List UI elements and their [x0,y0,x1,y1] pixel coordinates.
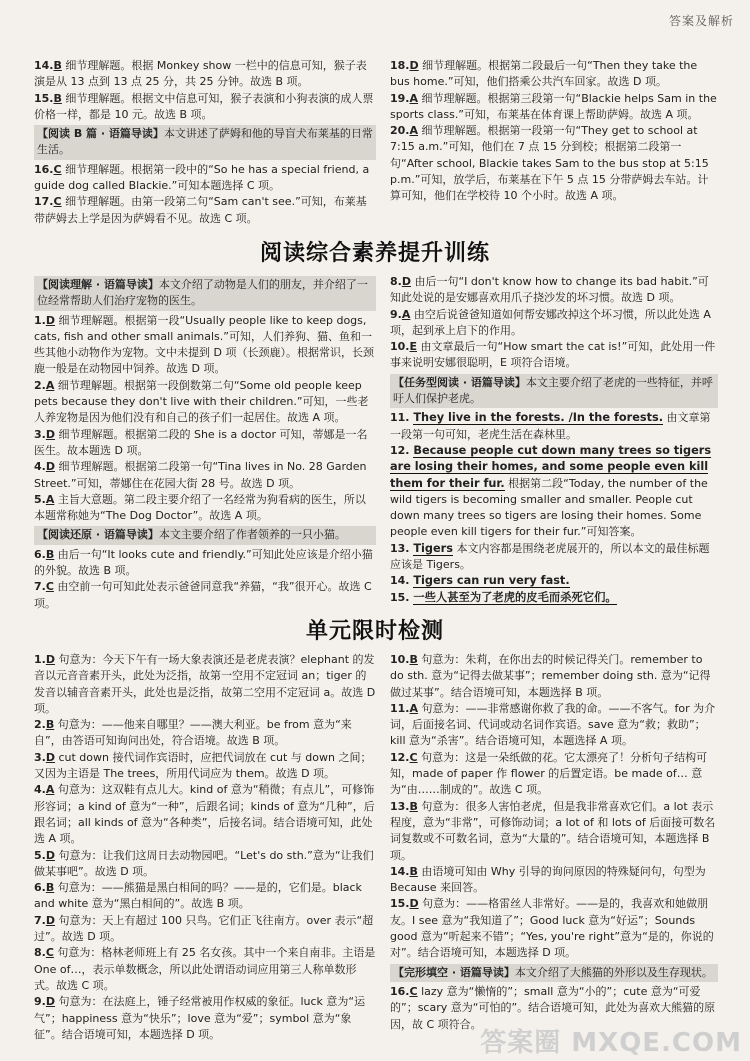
section3-left [34,652,376,1043]
list-item: 15. 一些人甚至为了老虎的皮毛而杀死它们。 [390,590,617,604]
list-item: 3.D cut down 接代词作宾语时，应把代词放在 cut 与 down 之间；又因为主语是 The trees，所用代词应为 them。故选 D 项。 [34,750,372,781]
list-item: 4.A 句意为：这双鞋有点儿大。kind of 意为“稍微；有点儿”，可修饰形容词；a kind of 意为“一种”，后跟名词；kinds of 意为“几种”，后跟名词；all kinds of 意为“各种类”，后接名词。结合语境可知，此处选 A 项。 [34,783,375,846]
passage-guide: 【任务型阅读 · 语篇导读】本文主要介绍了老虎的一些特征，并呼吁人们保护老虎。 [390,374,718,409]
list-item: 8.D 由后一句“I don't know how to change its bad habit.”可知此处说的是安娜喜欢用爪子挠沙发的坏习惯。故选 D 项。 [390,275,709,305]
section3-right [390,652,718,1033]
list-item: 13.B 句意为：很多人害怕老虎，但是我非常喜欢它们。a lot 表示程度，意为“非常”，可修饰动词；a lot of 和 lots of 后面接可数名词复数或不可数名词，意为“大量的”。结合语境可知，本题选择 B 项。 [390,799,716,862]
list-item: 14. Tigers can run very fast. [390,574,570,588]
section1-right [390,58,718,205]
list-item: 12. Because people cut down many trees so tigers are losing their homes, and some people even kill them for their fur. 根据第二段“Today, the number of the wild tigers is becoming smaller and smaller. People cut down many trees so tigers are losing their homes. Some people even kill tigers for their fur.”可知答案。 [390,443,712,539]
section2-right [390,274,718,606]
list-item: 7.C 由空前一句可知此处表示爸爸同意我“养猫，“我”很开心。故选 C 项。 [34,580,372,610]
list-item: 10.E 由文章最后一句“How smart the cat is!”可知，此处用一件事来说明安娜很聪明，E 项符合语境。 [390,340,716,370]
list-item: 19.A 细节理解题。根据第三段第一句“Blackie helps Sam in the sports class.”可知，布莱基在体育课上帮助萨姆。故选 A 项。 [390,91,717,121]
list-item: 1.D 细节理解题。根据第一段“Usually people like to keep dogs, cats, fish and other small animals.”可知，人们养狗、猫、鱼和一些其他小动物作为宠物。文中未提到 D 项（长颈鹿）。根据常识，长颈鹿一般是在动物园中饲养。故选 D 项。 [34,313,374,376]
list-item: 6.B 由后一句“It looks cute and friendly.”可知此处应该是介绍小猫的外貌。故选 B 项。 [34,547,373,578]
list-item: 12.C 句意为：这是一朵纸做的花。它太漂亮了！分析句子结构可知，made of paper 作 flower 的后置定语。be made of… 意为“由……制成的”。故选 C 项。 [390,750,708,797]
list-item: 9.D 句意为：在法庭上，锤子经常被用作权威的象征。luck 意为“运气”；happiness 意为“快乐”；love 意为“爱”；symbol 意为“象征”。结合语境可知，本题选择 D 项。 [34,995,366,1041]
list-item: 15.D 句意为：——格雷丝人非常好。——是的，我喜欢和她做朋友。I see 意为“我知道了”；Good luck 意为“好运”；Sounds good 意为“听起来不错”；“Yes, you're right”意为“是的，你说的对”。结合语境可知，本题选择 D 项。 [390,897,714,960]
section2-left [34,274,376,612]
list-item: 16.C lazy 意为“懒惰的”；small 意为“小的”；cute 意为“可爱的”；scary 意为“可怕的”。结合语境可知，此处为喜欢大熊猫的原因，故 C 项符合。 [390,984,716,1031]
passage-guide: 【完形填空 · 语篇导读】本文介绍了大熊猫的外形以及生存现状。 [390,964,718,982]
list-item: 5.A 主旨大意题。第二段主要介绍了一名经常为狗看病的医生，所以本题常称她为“The Dog Doctor”。故选 A 项。 [34,492,366,523]
section-title: 阅读综合素养提升训练 [259,241,490,266]
list-item: 18.D 细节理解题。根据第二段最后一句“Then they take the bus home.”可知，他们搭乘公共汽车回家。故选 D 项。 [390,59,698,89]
list-item: 3.D 细节理解题。根据第二段的 She is a doctor 可知，蒂娜是一名医生。故本题选 D 项。 [34,427,368,457]
list-item: 4.D 细节理解题。根据第二段第一句“Tina lives in No. 28 Garden Street.”可知，蒂娜住在花园大街 28 号。故选 D 项。 [34,460,367,490]
list-item: 2.B 句意为：——他来自哪里？——澳大利亚。be from 意为“来自”，由答语可知询问出处，符合语境。故选 B 项。 [34,718,352,748]
list-item: 15.B 细节理解题。根据文中信息可知，猴子表演和小狗表演的成人票价格一样，都是 10 元。故选 B 项。 [34,91,374,121]
passage-guide: 【阅读 B 篇 · 语篇导读】本文讲述了萨姆和他的导盲犬布莱基的日常生活。 [34,125,376,160]
list-item: 17.C 细节理解题。由第一段第二句“Sam can't see.”可知，布莱基带萨姆去上学是因为萨姆看不见。故选 C 项。 [34,195,367,225]
list-item: 5.D 句意为：让我们这周日去动物园吧。“Let's do sth.”意为“让我们做某事吧”。故选 D 项。 [34,848,374,878]
list-item: 11. They live in the forests. /In the forests. 由文章第一段第一句可知，老虎生活在森林里。 [390,411,711,441]
section-title: 单元限时检测 [305,619,444,644]
list-item: 1.D 句意为：今天下午有一场大象表演还是老虎表演？elephant 的发音以元音音素开头，此处为泛指，故第一空用不定冠词 an；tiger 的发音以辅音音素开头，此处也是泛指，故第二空用不定冠词 a。故选 D 项。 [34,653,376,715]
passage-guide: 【阅读还原 · 语篇导读】本文主要介绍了作者领养的一只小猫。 [34,526,376,544]
list-item: 14.B 细节理解题。根据 Monkey show 一栏中的信息可知，猴子表演是从 13 点到 13 点 25 分，共 25 分钟。故选 B 项。 [34,59,367,89]
list-item: 7.D 句意为：天上有超过 100 只鸟。它们正飞往南方。over 表示“超过”。故选 D 项。 [34,913,374,944]
list-item: 6.B 句意为：——熊猫是黑白相间的吗？——是的，它们是。black and white 意为“黑白相间的”。故选 B 项。 [34,881,362,911]
page-header: 答案及解析 [668,14,734,28]
passage-guide: 【阅读理解 · 语篇导读】本文介绍了动物是人们的朋友，并介绍了一位经常帮助人们治疗宠物的医生。 [34,276,376,311]
watermark: 答案圈 MXQE.COM [480,1028,742,1058]
list-item: 20.A 细节理解题。根据第一段第一句“They get to school at 7:15 a.m.”可知，他们在 7 点 15 分到校；根据第二段第一句“After school, Blackie takes Sam to the bus stop at 5:15 p.m.”可知，放学后，布莱基在下午 5 点 15 分带萨姆去车站。计算可知，他们在学校待 10 个小时。故选 A 项。 [390,124,709,203]
list-item: 14.B 由语境可知由 Why 引导的询问原因的特殊疑问句，句型为 Because 来回答。 [390,864,706,895]
section1-left [34,58,376,227]
list-item: 2.A 细节理解题。根据第一段倒数第二句“Some old people keep pets because they don't live with their children.”可知，一些老人养宠物是因为他们没有和自己的孩子们一起居住。故选 A 项。 [34,378,369,425]
list-item: 13. Tigers 本文内容都是围绕老虎展开的，所以本文的最佳标题应该是 Tigers。 [390,541,710,572]
list-item: 8.C 句意为：格林老师班上有 25 名女孩。其中一个来自南非。主语是 One of…，表示单数概念，所以此处谓语动词应用第三人称单数形式。故选 C 项。 [34,946,376,992]
list-item: 16.C 细节理解题。根据第一段中的“So he has a special friend, a guide dog called Blackie.”可知本题选择 C 项。 [34,162,370,193]
list-item: 11.A 句意为：——非常感谢你救了我的命。——不客气。for 为介词，后面接名词、代词或动名词作宾语。save 意为“救；救助”；kill 意为“杀害”。结合语境可知，本题选择 A 项。 [390,701,716,748]
list-item: 9.A 由空后说爸爸知道如何帮安娜改掉这个坏习惯，所以此处选 A 项，起到承上启下的作用。 [390,307,711,337]
list-item: 10.B 句意为：朱莉，在你出去的时候记得关门。remember to do sth. 意为“记得去做某事”；remember doing sth. 意为“记得做过某事”。结合语境可知，本题选择 B 项。 [390,653,711,699]
